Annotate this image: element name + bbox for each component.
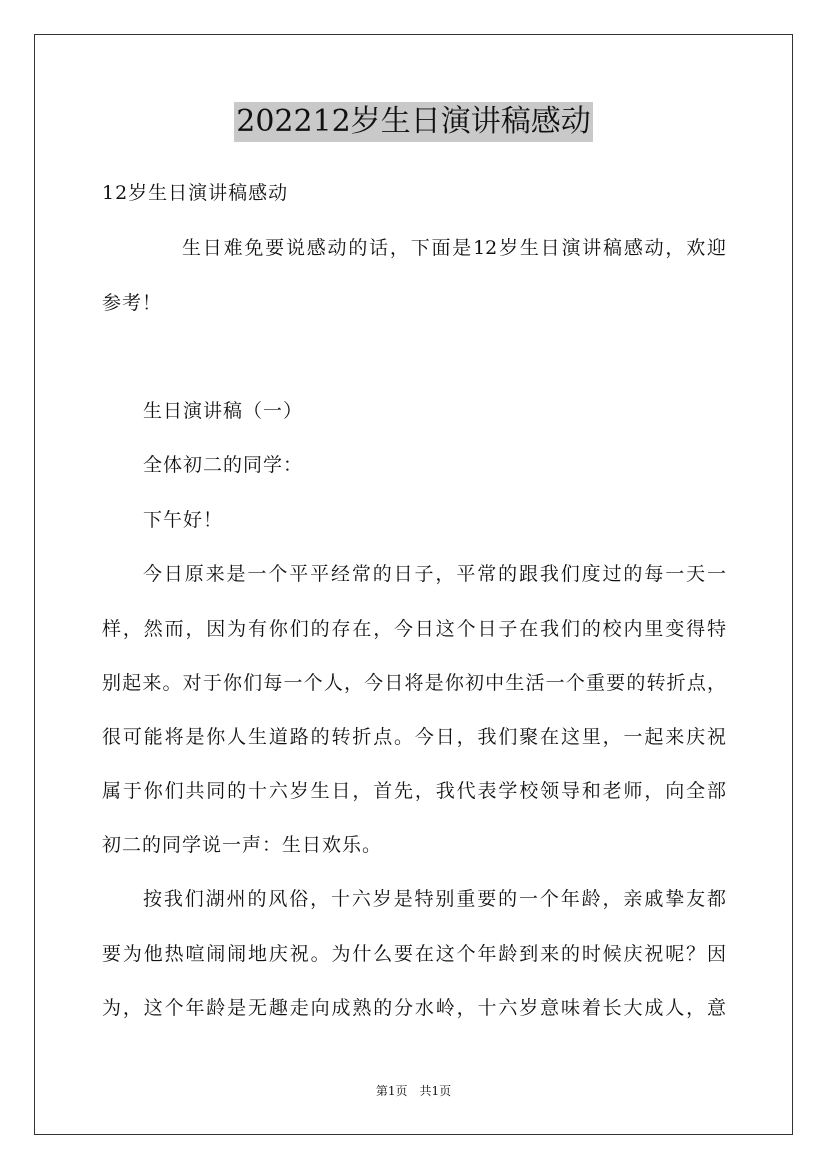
paragraph-2-line: 要为他热喧闹闹地庆祝。为什么要在这个年龄到来的时候庆祝呢？因 bbox=[102, 943, 726, 965]
document-title: 202212岁生日演讲稿感动 bbox=[234, 102, 593, 142]
paragraph-2-line: 为，这个年龄是无趣走向成熟的分水岭，十六岁意味着长大成人，意 bbox=[102, 997, 726, 1019]
paragraph-1-line: 很可能将是你人生道路的转折点。今日，我们聚在这里，一起来庆祝 bbox=[102, 726, 726, 748]
page-footer: 第1页 共1页 bbox=[375, 1084, 452, 1098]
paragraph-1-line: 属于你们共同的十六岁生日，首先，我代表学校领导和老师，向全部 bbox=[102, 780, 726, 802]
document-subtitle: 12岁生日演讲稿感动 bbox=[102, 182, 289, 204]
paragraph-1-line: 别起来。对于你们每一个人，今日将是你初中生活一个重要的转折点， bbox=[102, 672, 726, 694]
greeting: 下午好！ bbox=[143, 509, 224, 531]
title-container bbox=[0, 102, 827, 142]
salutation: 全体初二的同学： bbox=[143, 454, 304, 476]
section-heading: 生日演讲稿（一） bbox=[143, 400, 304, 422]
intro-line-2: 参考！ bbox=[102, 292, 163, 314]
intro-line-1: 生日难免要说感动的话，下面是12岁生日演讲稿感动，欢迎 bbox=[182, 237, 726, 259]
paragraph-1-line: 样，然而，因为有你们的存在，今日这个日子在我们的校内里变得特 bbox=[102, 618, 726, 640]
paragraph-1-line: 今日原来是一个平平经常的日子，平常的跟我们度过的每一天一 bbox=[143, 563, 726, 585]
paragraph-2-line: 按我们湖州的风俗，十六岁是特别重要的一个年龄，亲戚挚友都 bbox=[143, 888, 726, 910]
paragraph-1-line: 初二的同学说一声：生日欢乐。 bbox=[102, 834, 383, 856]
